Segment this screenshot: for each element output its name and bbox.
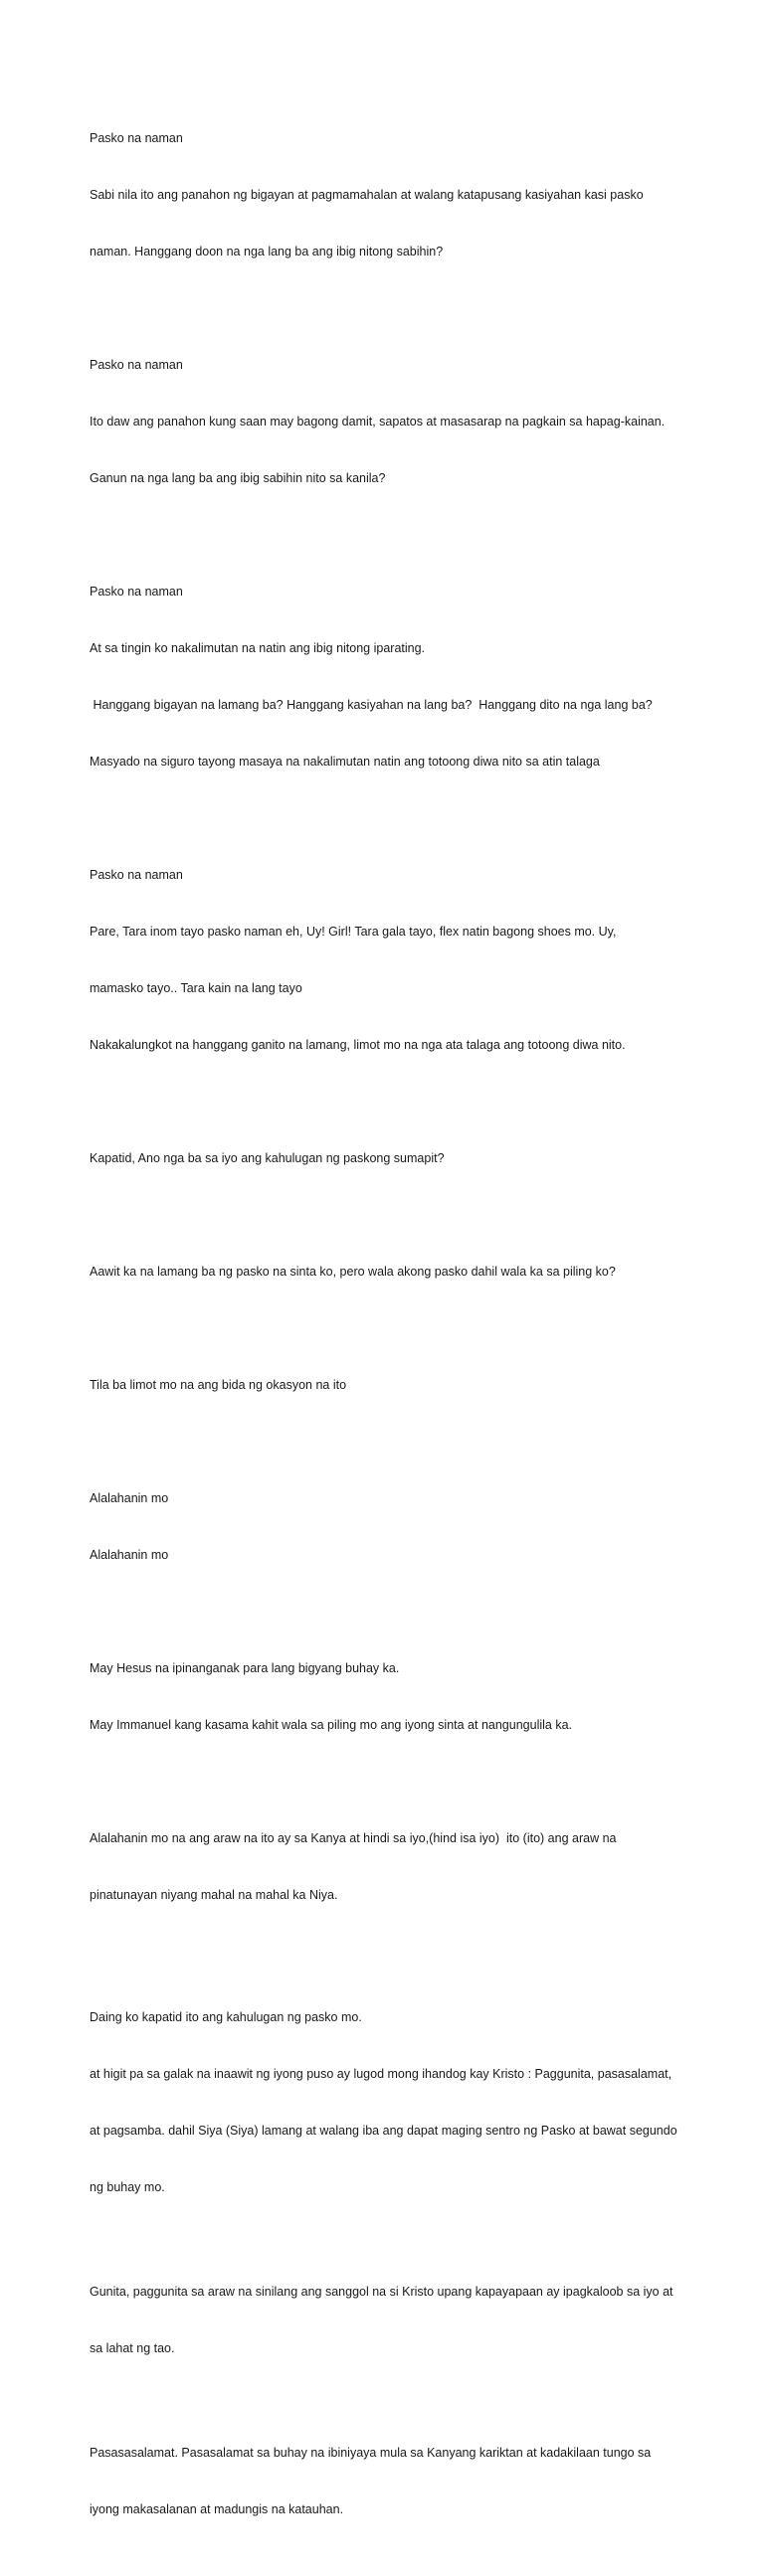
- text-line: Pasko na naman: [90, 868, 183, 882]
- text-line: Aawit ka na lamang ba ng pasko na sinta ko, pero wala akong pasko dahil wala ka sa piling ko?: [90, 1265, 616, 1279]
- text-line: Pare, Tara inom tayo pasko naman eh, Uy! Girl! Tara gala tayo, flex natin bagong shoes mo. Uy,: [90, 925, 617, 939]
- text-line: mamasko tayo.. Tara kain na lang tayo: [90, 981, 302, 995]
- paragraph-2: [90, 318, 726, 526]
- text-line: May Immanuel kang kasama kahit wala sa piling mo ang iyong sinta at nangungulila ka.: [90, 1718, 572, 1732]
- paragraph-3: [90, 545, 726, 809]
- text-line: Tila ba limot mo na ang bida ng okasyon na ito: [90, 1378, 347, 1392]
- text-line: Kapatid, Ano nga ba sa iyo ang kahulugan ng paskong sumapit?: [90, 1151, 445, 1165]
- text-line: Alalahanin mo: [90, 1548, 169, 1562]
- text-line: at higit pa sa galak na inaawit ng iyong puso ay lugod mong ihandog kay Kristo : Paggunita, pasasalamat,: [90, 2067, 672, 2081]
- paragraph-12: [90, 2245, 726, 2396]
- text-line: At sa tingin ko nakalimutan na natin ang ibig nitong iparating.: [90, 641, 426, 655]
- text-line: Ganun na nga lang ba ang ibig sabihin nito sa kanila?: [90, 471, 386, 485]
- text-line: pinatunayan niyang mahal na mahal ka Niya.: [90, 1888, 338, 1902]
- paragraph-4: [90, 828, 726, 1093]
- text-line: Pasasasalamat. Pasasalamat sa buhay na ibiniyaya mula sa Kanyang kariktan at kadakilaan tungo sa: [90, 2446, 652, 2460]
- text-line: Gunita, paggunita sa araw na sinilang ang sanggol na si Kristo upang kapayapaan ay ipagkaloob sa iyo at: [90, 2285, 673, 2299]
- text-line: ng buhay mo.: [90, 2180, 165, 2194]
- text-line: Nakakalungkot na hanggang ganito na lamang, limot mo na nga ata talaga ang totoong diwa nito.: [90, 1038, 626, 1052]
- paragraph-7: [90, 1338, 726, 1433]
- text-line: Hanggang bigayan na lamang ba? Hanggang kasiyahan na lang ba? Hanggang dito na nga lang ba?: [90, 698, 653, 712]
- paragraph-10: [90, 1792, 726, 1943]
- paragraph-9: [90, 1622, 726, 1773]
- paragraph-5: [90, 1112, 726, 1206]
- text-line: Daing ko kapatid ito ang kahulugan ng pasko mo.: [90, 2010, 362, 2024]
- paragraph-11: [90, 1971, 726, 2235]
- text-line: Pasko na naman: [90, 358, 183, 372]
- text-line: Alalahanin mo na ang araw na ito ay sa Kanya at hindi sa iyo,(hind isa iyo) ito (ito) ang araw na: [90, 1831, 617, 1845]
- text-line: Pasko na naman: [90, 585, 183, 599]
- text-line: Pasko na naman: [90, 131, 183, 145]
- text-line: May Hesus na ipinanganak para lang bigyang buhay ka.: [90, 1661, 400, 1675]
- text-line: Ito daw ang panahon kung saan may bagong damit, sapatos at masasarap na pagkain sa hapag-kainan.: [90, 415, 666, 429]
- document-body: [90, 91, 726, 2576]
- paragraph-8: [90, 1452, 726, 1603]
- paragraph-13: [90, 2406, 726, 2557]
- paragraph-6: [90, 1225, 726, 1319]
- text-line: iyong makasalanan at madungis na katauhan.: [90, 2502, 344, 2516]
- text-line: Sabi nila ito ang panahon ng bigayan at pagmamahalan at walang katapusang kasiyahan kasi pasko: [90, 188, 644, 202]
- paragraph-1: [90, 91, 726, 299]
- text-line: naman. Hanggang doon na nga lang ba ang ibig nitong sabihin?: [90, 245, 444, 258]
- text-line: sa lahat ng tao.: [90, 2341, 175, 2355]
- text-line: Alalahanin mo: [90, 1491, 169, 1505]
- text-line: Masyado na siguro tayong masaya na nakalimutan natin ang totoong diwa nito sa atin talaga: [90, 755, 600, 769]
- text-line: at pagsamba. dahil Siya (Siya) lamang at walang iba ang dapat maging sentro ng Pasko at bawat segundo: [90, 2124, 677, 2138]
